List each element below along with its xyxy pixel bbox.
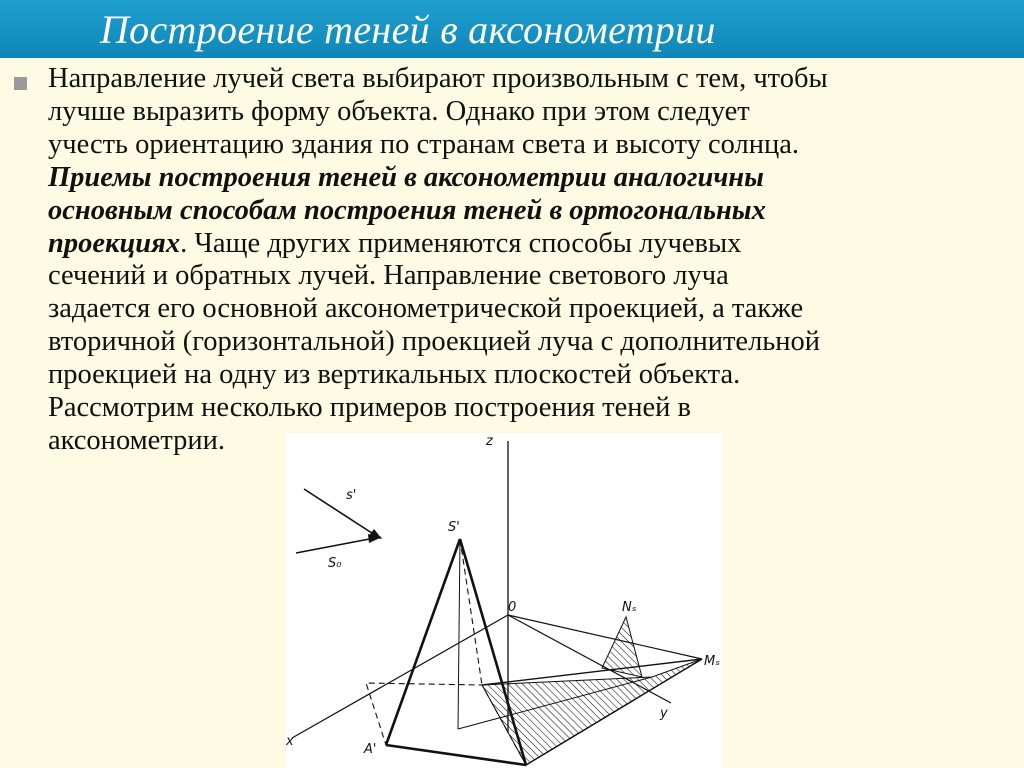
edge-apex-b	[460, 539, 526, 765]
plain-text: сечений и обратных лучей. Направление светового луча	[48, 260, 729, 292]
s0-arrow	[296, 537, 380, 553]
plain-text: задается его основной аксонометрической проекцией, а также	[48, 293, 804, 325]
title-bar	[0, 0, 1024, 58]
shadow-of-pyramid	[482, 659, 702, 765]
emphasis-text: Приемы построения теней в аксонометрии аналогичны	[48, 161, 764, 193]
plain-text: учесть ориентацию здания по странам света и высоту солнца.	[48, 128, 800, 160]
text-line	[48, 326, 993, 359]
page-title: Построение теней в аксонометрии	[100, 7, 716, 52]
text-line	[48, 392, 993, 425]
text-line	[48, 260, 993, 293]
s-prime-arrow	[304, 489, 378, 537]
plain-text: аксонометрии.	[48, 424, 226, 456]
text-line	[48, 63, 993, 96]
label-s-prime-arrow: s'	[346, 488, 357, 503]
bullet-square-icon	[14, 77, 27, 90]
text-line	[48, 162, 993, 195]
label-origin: 0	[508, 600, 517, 615]
text-line	[48, 195, 993, 228]
plain-text: Рассмотрим несколько примеров построения теней в	[48, 392, 691, 424]
text-line	[48, 293, 993, 326]
label-ns: Nₛ	[622, 600, 637, 615]
emphasis-text: основным способам построения теней в ортогональных	[48, 194, 766, 226]
text-line	[48, 129, 993, 162]
pyramid-shadow-diagram	[286, 433, 722, 768]
plain-text: вторичной (горизонтальной) проекцией луча с дополнительной	[48, 326, 821, 358]
plain-text: проекцией на одну из вертикальных плоскостей объекта.	[48, 359, 741, 391]
label-z: z	[486, 434, 493, 449]
emphasis-text: проекциях	[48, 227, 181, 259]
plain-text: Направление лучей света выбирают произвольным с тем, чтобы	[48, 63, 828, 94]
shadow-construction-figure	[286, 433, 722, 768]
edge-base-front	[386, 745, 526, 765]
label-s-prime-apex: S'	[448, 520, 460, 535]
text-line	[48, 228, 993, 261]
text-line	[48, 359, 993, 392]
label-s0: S₀	[328, 556, 342, 571]
text-line	[48, 96, 993, 129]
plain-text: . Чаще других применяются способы лучевых	[180, 227, 742, 259]
label-x: x	[286, 734, 294, 749]
edge-apex-hidden-2	[458, 539, 460, 729]
body-text	[48, 63, 993, 458]
ray-to-ms	[508, 615, 702, 659]
edge-apex-a	[386, 539, 460, 745]
label-ms: Mₛ	[704, 654, 721, 669]
label-y: y	[660, 706, 668, 721]
label-a-prime: A'	[364, 742, 377, 757]
edge-apex-hidden	[460, 539, 482, 685]
plain-text: лучше выразить форму объекта. Однако при этом следует	[48, 95, 750, 127]
x-axis	[292, 615, 508, 738]
